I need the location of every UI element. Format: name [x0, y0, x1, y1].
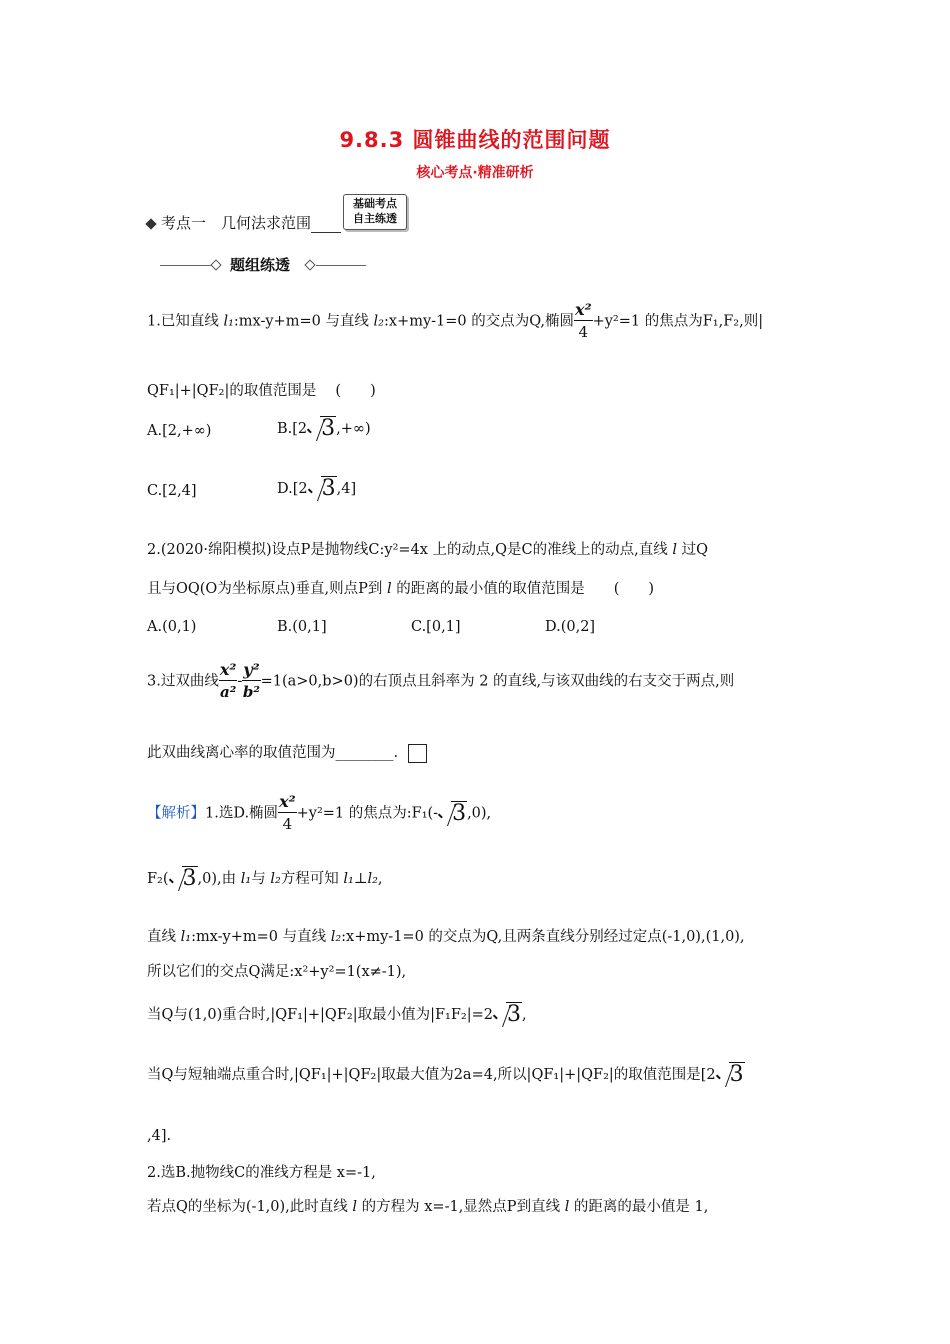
answer-box[interactable] — [408, 744, 427, 763]
divider-line-right — [316, 265, 366, 266]
fraction: $\frac{\text{x²}}{\text{a²}}$ — [219, 660, 237, 701]
badge-line-1: 基础考点 — [353, 197, 397, 210]
fraction: $\frac{\text{y²}}{\text{b²}}$ — [242, 660, 260, 701]
sqrt-symbol: 3 — [716, 1062, 745, 1088]
diamond-icon — [210, 259, 221, 270]
question-2-line-1: 2.(2020·绵阳模拟)设点P是抛物线C:y²=4x 上的动点,Q是C的准线上的动点,直线 l 过Q — [147, 542, 709, 558]
question-1-line-1: 1.已知直线 l₁:mx-y+m=0 与直线 l₂:x+my-1=0 的交点为Q,椭圆 $\frac{\text{x²}}{4}$ +y²=1 的焦点为F₁,F₂,则| — [147, 300, 764, 341]
option-c: C.[2,4] — [147, 483, 197, 499]
answer-line-8: 2.选B.抛物线C的准线方程是 x=-1, — [147, 1165, 376, 1181]
question-1-line-2: QF₁|+|QF₂|的取值范围是 ( ) — [147, 383, 376, 399]
heading-underline — [311, 218, 341, 233]
answer-line-5: 当Q与(1,0)重合时,|QF₁|+|QF₂|取最小值为|F₁F₂|=2 3, — [147, 1002, 527, 1027]
answer-line-3: 直线 l₁:mx-y+m=0 与直线 l₂:x+my-1=0 的交点为Q,且两条直线分别经过定点(-1,0),(1,0), — [147, 929, 745, 945]
section-heading — [147, 212, 341, 233]
question-2-line-2: 且与OQ(O为坐标原点)垂直,则点P到 l 的距离的最小值的取值范围是 ( ) — [147, 581, 655, 597]
q2-option-a: A.(0,1) — [147, 619, 197, 635]
fraction: $\frac{\text{x²}}{4}$ — [279, 792, 296, 833]
answer-line-6: 当Q与短轴端点重合时,|QF₁|+|QF₂|取最大值为2a=4,所以|QF₁|+|QF₂|的取值范围是[2 3 — [147, 1062, 744, 1087]
badge-line-2: 自主练透 — [353, 212, 397, 225]
question-3-line-2: 此双曲线离心率的取值范围为________. — [147, 743, 427, 763]
answer-line-2: F₂( 3,0),由 l₁与 l₂方程可知 l₁⊥l₂, — [147, 866, 383, 891]
option-d: D.[2 3,4] — [277, 476, 357, 501]
answer-line-1: 【解析】1.选D.椭圆 $\frac{\text{x²}}{4}$ +y²=1 的焦点为:F₁(- 3,0), — [147, 792, 492, 833]
sqrt-symbol: 3 — [169, 866, 198, 892]
q2-option-d: D.(0,2] — [545, 619, 596, 635]
answer-line-7: ,4]. — [147, 1128, 172, 1144]
sqrt-symbol: 3 — [308, 476, 337, 502]
sqrt-symbol: 3 — [307, 416, 336, 442]
sqrt-symbol: 3 — [493, 1002, 522, 1028]
page-title: 9.8.3 圆锥曲线的范围问题 — [339, 128, 611, 152]
diamond-icon — [145, 218, 156, 229]
option-b: B.[2 3,+∞) — [277, 416, 371, 441]
diamond-icon — [304, 259, 315, 270]
group-practice-divider — [160, 254, 370, 276]
page-subtitle: 核心考点·精准研析 — [416, 165, 534, 181]
q2-option-c: C.[0,1] — [411, 619, 461, 635]
answer-line-4: 所以它们的交点Q满足:x²+y²=1(x≠-1), — [147, 964, 407, 980]
section-badge — [343, 194, 407, 230]
section-label: 考点一 几何法求范围 — [161, 214, 312, 232]
fraction: $\frac{\text{x²}}{4}$ — [575, 300, 592, 341]
analysis-tag: 【解析】 — [147, 805, 205, 822]
answer-line-9: 若点Q的坐标为(-1,0),此时直线 l 的方程为 x=-1,显然点P到直线 l 的距离的最小值是 1, — [147, 1199, 709, 1215]
q2-option-b: B.(0,1] — [277, 619, 327, 635]
sqrt-symbol: 3 — [438, 801, 467, 827]
question-3-line-1: 3.过双曲线 $\frac{\text{x²}}{\text{a²}}$ - $\frac{\text{y²}}{\text{b²}}$ =1(a>0,b>0)的右顶点且斜率为 2 的直线,与该双曲线的右支交于两点,则 — [147, 660, 735, 701]
group-label: 题组练透 — [230, 256, 291, 274]
divider-line-left — [160, 265, 212, 266]
option-a: A.[2,+∞) — [147, 423, 212, 439]
